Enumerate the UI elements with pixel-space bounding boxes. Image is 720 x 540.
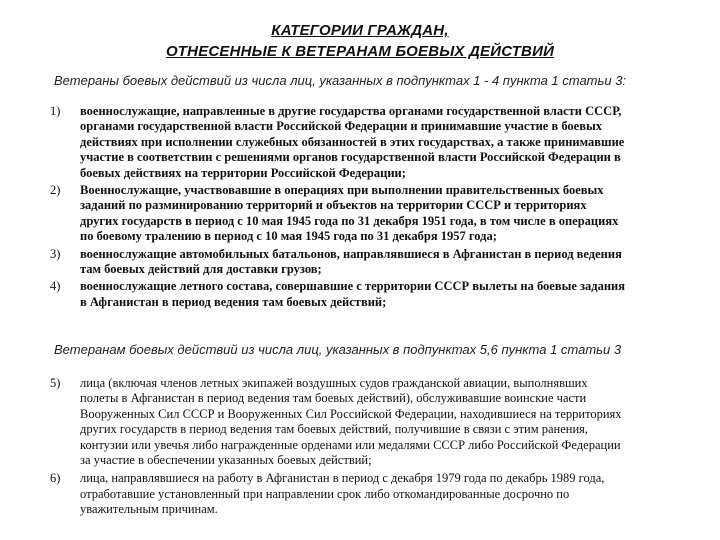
item-number: 5) (50, 376, 61, 390)
item-text-line: лица, направлявшиеся на работу в Афганистан в период с декабря 1979 года по декабрь 1989 года, (80, 471, 605, 486)
item-text-line: за участие в обеспечении указанных боевых действий; (80, 453, 372, 468)
item-number: 4) (50, 279, 61, 294)
item-text (80, 247, 700, 278)
item-text-line: других государств в период с 10 мая 1945 года по 31 декабря 1951 года, в том числе в операциях (80, 213, 619, 228)
item-text-line: боевых действиях на территории Российской Федерации; (80, 165, 406, 180)
item-text (80, 376, 700, 468)
item-text-line: военнослужащие, направленные в другие государства органами государственной власти СССР, (80, 104, 622, 118)
item-number: 3) (50, 246, 61, 261)
document-title-line-1: КАТЕГОРИИ ГРАЖДАН, (271, 22, 449, 39)
item-text-line: участие в соответствии с решениями органов государственной власти Российской Федерации в (80, 150, 621, 165)
section-2-intro: Ветеранам боевых действий из числа лиц, указанных в подпунктах 5,6 пункта 1 статьи 3 (54, 342, 622, 357)
document-title-line-2: ОТНЕСЕННЫЕ К ВЕТЕРАНАМ БОЕВЫХ ДЕЙСТВИЙ (165, 43, 555, 60)
item-text-line: военнослужащие автомобильных батальонов, направлявшиеся в Афганистан в период ведения (80, 246, 622, 261)
section-1-list (50, 104, 700, 310)
item-text-line: военнослужащие летного состава, совершавшие с территории СССР вылеты на боевые задания (80, 279, 626, 294)
item-number: 6) (50, 471, 61, 486)
item-text-line: заданий по разминированию территорий и объектов на территории СССР и территориях (80, 198, 587, 213)
item-text (80, 471, 700, 517)
item-text-line: по боевому тралению в период с 10 мая 1945 года по 31 декабря 1957 года; (80, 229, 497, 244)
item-text (80, 104, 700, 181)
item-number: 1) (50, 104, 61, 118)
section-2-list (50, 376, 700, 518)
item-text-line: Военнослужащие, участвовавшие в операциях при выполнении правительственных боевых (80, 183, 604, 198)
list-item (50, 183, 700, 245)
list-item (50, 376, 700, 468)
item-text-line: контузии или увечья либо награжденные орденами или медалями СССР либо Российской Федерации (80, 437, 621, 452)
item-text-line: лица (включая членов летных экипажей воздушных судов гражданской авиации, выполнявших (80, 376, 588, 390)
list-item (50, 471, 700, 517)
item-text (80, 183, 700, 245)
item-text (80, 279, 700, 310)
item-text-line: в Афганистан в период ведения там боевых действий; (80, 294, 387, 309)
item-text-line: отработавшие установленный при направлении срок либо откомандированные досрочно по (80, 486, 570, 501)
list-item (50, 279, 700, 310)
item-text-line: Вооруженных Сил СССР и Вооруженных Сил Российской Федерации, находившиеся на территориях (80, 406, 622, 421)
item-text-line: действиях при исполнении служебных обязанностей в этих государствах, а также принимавшие (80, 134, 625, 149)
list-item (50, 247, 700, 278)
item-text-line: уважительным причинам. (80, 502, 218, 517)
item-number: 2) (50, 183, 61, 198)
list-item (50, 104, 700, 181)
item-text-line: полеты в Афганистан в период ведения там боевых действий), обслуживавшие воинские части (80, 391, 587, 406)
section-1-intro: Ветераны боевых действий из числа лиц, указанных в подпунктах 1 - 4 пункта 1 статьи 3: (54, 73, 627, 88)
item-text-line: органами государственной власти Российской Федерации и принимавшие участие в боевых (80, 119, 602, 134)
item-text-line: других государств в период ведения там боевых действий, получившие в связи с этим ранения, (80, 422, 589, 437)
item-text-line: там боевых действий для доставки грузов; (80, 262, 322, 277)
